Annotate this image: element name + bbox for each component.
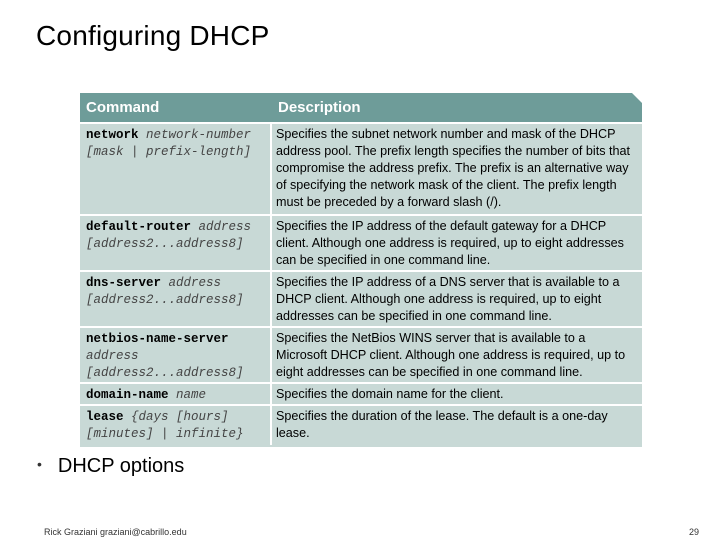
command-arguments: network-number [mask | prefix-length] (86, 128, 252, 159)
command-arguments: name (168, 388, 207, 402)
column-header-command: Command (86, 99, 160, 116)
slide-title: Configuring DHCP (36, 20, 270, 51)
command-arguments: address [address2...address8] (86, 220, 252, 251)
command-keyword: lease (86, 410, 124, 424)
command-cell (80, 272, 272, 326)
description-cell: Specifies the IP address of a DNS server that is available to a DHCP client. Although one address is required, up to eight addresses can be specified in one command line. (276, 275, 620, 323)
command-cell (80, 216, 272, 270)
table-header-row (80, 93, 642, 122)
column-header-description: Description (278, 99, 361, 116)
table-row (80, 270, 642, 326)
command-arguments: address [address2...address8] (86, 276, 244, 307)
command-keyword: dns-server (86, 276, 162, 290)
command-keyword: default-router (86, 220, 192, 234)
description-cell: Specifies the NetBios WINS server that is available to a Microsoft DHCP client. Although one address is required, up to eight addresses can be specified in one command line. (276, 331, 626, 379)
description-cell: Specifies the domain name for the client. (276, 387, 504, 401)
command-cell (80, 384, 272, 404)
bullet-dot-icon: • (37, 455, 42, 472)
table-row (80, 122, 642, 214)
dhcp-command-table (80, 93, 642, 447)
description-cell: Specifies the IP address of the default gateway for a DHCP client. Although one address is required, up to eight addresses can be specified in one command line. (276, 219, 624, 267)
description-cell: Specifies the duration of the lease. The default is a one-day lease. (276, 409, 608, 440)
command-arguments: address [address2...address8] (86, 349, 244, 380)
command-arguments: {days [hours] [minutes] | infinite} (86, 410, 244, 441)
table-row (80, 382, 642, 404)
command-cell (80, 124, 272, 214)
command-keyword: netbios-name-server (86, 332, 229, 346)
command-keyword: domain-name (86, 388, 169, 402)
bullet-item (37, 455, 184, 478)
table-row (80, 214, 642, 270)
command-cell (80, 328, 272, 382)
bullet-text: DHCP options (57, 455, 185, 477)
table-row (80, 326, 642, 382)
description-cell: Specifies the subnet network number and mask of the DHCP address pool. The prefix length specifies the number of bits that compromise the address prefix. The prefix is an alternative way of specifying the network mask of the client. The prefix length must be preceded by a forward slash (/). (276, 127, 630, 209)
table-row (80, 404, 642, 445)
footer-author: Rick Graziani graziani@cabrillo.edu (44, 527, 187, 537)
command-keyword: network (86, 128, 139, 142)
command-cell (80, 406, 272, 445)
page-number: 29 (688, 527, 699, 537)
